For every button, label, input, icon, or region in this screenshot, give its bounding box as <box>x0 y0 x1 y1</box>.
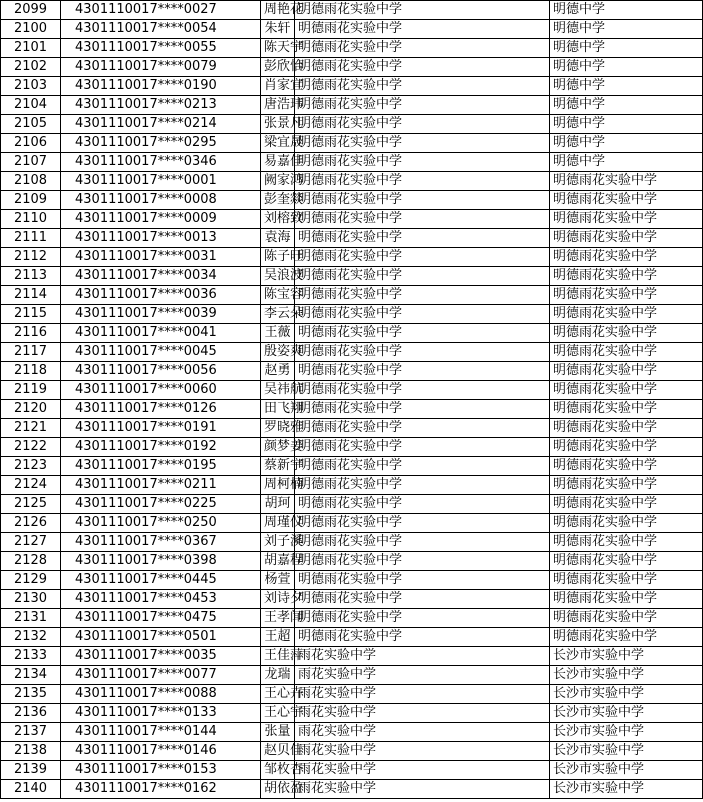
student-name-cell: 邹枚杏 <box>261 761 295 780</box>
student-id-cell: 4301110017****0191 <box>61 419 261 438</box>
row-number-cell: 2125 <box>1 495 61 514</box>
student-name-cell: 王心卉 <box>261 685 295 704</box>
row-number-cell: 2107 <box>1 153 61 172</box>
table-row <box>1 20 703 39</box>
school-cell: 雨花实验中学 <box>295 723 550 742</box>
table-row <box>1 172 703 191</box>
admitted-school-cell: 明德雨花实验中学 <box>550 286 703 305</box>
row-number-cell: 2140 <box>1 780 61 799</box>
student-name-cell: 王佳萍 <box>261 647 295 666</box>
student-id-cell: 4301110017****0146 <box>61 742 261 761</box>
student-id-cell: 4301110017****0190 <box>61 77 261 96</box>
student-id-cell: 4301110017****0475 <box>61 609 261 628</box>
school-cell: 明德雨花实验中学 <box>295 476 550 495</box>
student-name-cell: 赵贝佳 <box>261 742 295 761</box>
row-number-cell: 2121 <box>1 419 61 438</box>
student-id-cell: 4301110017****0034 <box>61 267 261 286</box>
school-cell: 明德雨花实验中学 <box>295 77 550 96</box>
school-cell: 明德雨花实验中学 <box>295 324 550 343</box>
student-id-cell: 4301110017****0077 <box>61 666 261 685</box>
row-number-cell: 2109 <box>1 191 61 210</box>
admitted-school-cell: 明德雨花实验中学 <box>550 590 703 609</box>
student-name-cell: 陈子旺 <box>261 248 295 267</box>
student-id-cell: 4301110017****0001 <box>61 172 261 191</box>
row-number-cell: 2118 <box>1 362 61 381</box>
student-name-cell: 周艳花 <box>261 1 295 20</box>
row-number-cell: 2104 <box>1 96 61 115</box>
admitted-school-cell: 明德雨花实验中学 <box>550 324 703 343</box>
student-id-cell: 4301110017****0153 <box>61 761 261 780</box>
row-number-cell: 2110 <box>1 210 61 229</box>
student-name-cell: 朱轩 <box>261 20 295 39</box>
table-row <box>1 780 703 799</box>
student-name-cell: 张量 <box>261 723 295 742</box>
student-id-cell: 4301110017****0214 <box>61 115 261 134</box>
admitted-school-cell: 明德雨花实验中学 <box>550 628 703 647</box>
student-id-cell: 4301110017****0055 <box>61 39 261 58</box>
table-row <box>1 362 703 381</box>
table-row <box>1 514 703 533</box>
row-number-cell: 2101 <box>1 39 61 58</box>
school-cell: 明德雨花实验中学 <box>295 438 550 457</box>
student-name-cell: 王心宇 <box>261 704 295 723</box>
admitted-school-cell: 明德雨花实验中学 <box>550 362 703 381</box>
table-row <box>1 647 703 666</box>
admitted-school-cell: 明德中学 <box>550 153 703 172</box>
row-number-cell: 2123 <box>1 457 61 476</box>
row-number-cell: 2131 <box>1 609 61 628</box>
student-id-cell: 4301110017****0027 <box>61 1 261 20</box>
admitted-school-cell: 明德雨花实验中学 <box>550 419 703 438</box>
school-cell: 明德雨花实验中学 <box>295 571 550 590</box>
student-id-cell: 4301110017****0035 <box>61 647 261 666</box>
school-cell: 明德雨花实验中学 <box>295 400 550 419</box>
table-row <box>1 552 703 571</box>
student-id-cell: 4301110017****0250 <box>61 514 261 533</box>
student-id-cell: 4301110017****0453 <box>61 590 261 609</box>
row-number-cell: 2112 <box>1 248 61 267</box>
school-cell: 明德雨花实验中学 <box>295 115 550 134</box>
table-row <box>1 324 703 343</box>
table-row <box>1 286 703 305</box>
school-cell: 雨花实验中学 <box>295 742 550 761</box>
school-cell: 明德雨花实验中学 <box>295 210 550 229</box>
student-name-cell: 张景凡 <box>261 115 295 134</box>
admitted-school-cell: 长沙市实验中学 <box>550 685 703 704</box>
table-row <box>1 571 703 590</box>
row-number-cell: 2111 <box>1 229 61 248</box>
admitted-school-cell: 明德雨花实验中学 <box>550 381 703 400</box>
student-id-cell: 4301110017****0295 <box>61 134 261 153</box>
school-cell: 明德雨花实验中学 <box>295 229 550 248</box>
school-cell: 雨花实验中学 <box>295 704 550 723</box>
admitted-school-cell: 明德雨花实验中学 <box>550 438 703 457</box>
table-row <box>1 1 703 20</box>
row-number-cell: 2114 <box>1 286 61 305</box>
school-cell: 明德雨花实验中学 <box>295 343 550 362</box>
row-number-cell: 2132 <box>1 628 61 647</box>
admitted-school-cell: 长沙市实验中学 <box>550 761 703 780</box>
admitted-school-cell: 明德中学 <box>550 39 703 58</box>
student-id-cell: 4301110017****0126 <box>61 400 261 419</box>
row-number-cell: 2113 <box>1 267 61 286</box>
row-number-cell: 2135 <box>1 685 61 704</box>
row-number-cell: 2129 <box>1 571 61 590</box>
student-name-cell: 周瑾仪 <box>261 514 295 533</box>
admitted-school-cell: 明德雨花实验中学 <box>550 305 703 324</box>
student-name-cell: 陈天宇 <box>261 39 295 58</box>
admitted-school-cell: 明德雨花实验中学 <box>550 495 703 514</box>
admitted-school-cell: 明德雨花实验中学 <box>550 514 703 533</box>
student-name-cell: 胡嘉程 <box>261 552 295 571</box>
admitted-school-cell: 明德雨花实验中学 <box>550 400 703 419</box>
admitted-school-cell: 明德雨花实验中学 <box>550 609 703 628</box>
admitted-school-cell: 明德雨花实验中学 <box>550 172 703 191</box>
school-cell: 明德雨花实验中学 <box>295 552 550 571</box>
table-row <box>1 58 703 77</box>
row-number-cell: 2106 <box>1 134 61 153</box>
admitted-school-cell: 明德雨花实验中学 <box>550 248 703 267</box>
student-id-cell: 4301110017****0133 <box>61 704 261 723</box>
school-cell: 明德雨花实验中学 <box>295 305 550 324</box>
row-number-cell: 2116 <box>1 324 61 343</box>
table-row <box>1 723 703 742</box>
table-row <box>1 381 703 400</box>
school-cell: 明德雨花实验中学 <box>295 58 550 77</box>
admitted-school-cell: 明德中学 <box>550 20 703 39</box>
student-name-cell: 陈宝容 <box>261 286 295 305</box>
table-row <box>1 476 703 495</box>
row-number-cell: 2100 <box>1 20 61 39</box>
school-cell: 明德雨花实验中学 <box>295 172 550 191</box>
table-row <box>1 77 703 96</box>
student-id-cell: 4301110017****0144 <box>61 723 261 742</box>
admitted-school-cell: 明德中学 <box>550 58 703 77</box>
table-row <box>1 704 703 723</box>
student-id-cell: 4301110017****0088 <box>61 685 261 704</box>
student-name-cell: 刘榕致 <box>261 210 295 229</box>
school-cell: 明德雨花实验中学 <box>295 419 550 438</box>
table-row <box>1 590 703 609</box>
student-name-cell: 胡依盈 <box>261 780 295 799</box>
student-id-cell: 4301110017****0211 <box>61 476 261 495</box>
school-cell: 明德雨花实验中学 <box>295 457 550 476</box>
school-cell: 雨花实验中学 <box>295 780 550 799</box>
student-id-cell: 4301110017****0367 <box>61 533 261 552</box>
student-id-cell: 4301110017****0009 <box>61 210 261 229</box>
admitted-school-cell: 明德中学 <box>550 96 703 115</box>
row-number-cell: 2117 <box>1 343 61 362</box>
admitted-school-cell: 长沙市实验中学 <box>550 780 703 799</box>
student-name-cell: 殷姿爽 <box>261 343 295 362</box>
student-id-cell: 4301110017****0008 <box>61 191 261 210</box>
admitted-school-cell: 明德雨花实验中学 <box>550 571 703 590</box>
school-cell: 明德雨花实验中学 <box>295 590 550 609</box>
table-row <box>1 134 703 153</box>
table-row <box>1 685 703 704</box>
student-id-cell: 4301110017****0013 <box>61 229 261 248</box>
school-cell: 明德雨花实验中学 <box>295 153 550 172</box>
student-id-cell: 4301110017****0036 <box>61 286 261 305</box>
student-name-cell: 肖家宜 <box>261 77 295 96</box>
student-id-cell: 4301110017****0079 <box>61 58 261 77</box>
admitted-school-cell: 明德雨花实验中学 <box>550 229 703 248</box>
admitted-school-cell: 明德雨花实验中学 <box>550 533 703 552</box>
table-row <box>1 742 703 761</box>
admitted-school-cell: 明德雨花实验中学 <box>550 476 703 495</box>
student-name-cell: 王孝闻 <box>261 609 295 628</box>
table-row <box>1 305 703 324</box>
student-name-cell: 赵勇 <box>261 362 295 381</box>
student-id-cell: 4301110017****0162 <box>61 780 261 799</box>
school-cell: 明德雨花实验中学 <box>295 362 550 381</box>
student-name-cell: 唐浩玮 <box>261 96 295 115</box>
table-row <box>1 229 703 248</box>
admitted-school-cell: 长沙市实验中学 <box>550 666 703 685</box>
student-id-cell: 4301110017****0031 <box>61 248 261 267</box>
row-number-cell: 2137 <box>1 723 61 742</box>
student-id-cell: 4301110017****0039 <box>61 305 261 324</box>
student-name-cell: 龙瑞 <box>261 666 295 685</box>
student-name-cell: 罗晓雅 <box>261 419 295 438</box>
table-row <box>1 666 703 685</box>
student-name-cell: 阙家鸿 <box>261 172 295 191</box>
school-cell: 明德雨花实验中学 <box>295 628 550 647</box>
table-row <box>1 191 703 210</box>
admitted-school-cell: 明德雨花实验中学 <box>550 552 703 571</box>
table-body <box>1 1 703 799</box>
student-name-cell: 杨萱 <box>261 571 295 590</box>
table-row <box>1 400 703 419</box>
student-id-cell: 4301110017****0192 <box>61 438 261 457</box>
student-name-cell: 王超 <box>261 628 295 647</box>
table-row <box>1 96 703 115</box>
student-name-cell: 胡珂 <box>261 495 295 514</box>
student-name-cell: 周柯楠 <box>261 476 295 495</box>
table-row <box>1 438 703 457</box>
student-name-cell: 李云朵 <box>261 305 295 324</box>
table-row <box>1 248 703 267</box>
school-cell: 明德雨花实验中学 <box>295 248 550 267</box>
student-name-cell: 吴祎航 <box>261 381 295 400</box>
school-cell: 明德雨花实验中学 <box>295 495 550 514</box>
table-row <box>1 419 703 438</box>
table-row <box>1 495 703 514</box>
school-cell: 雨花实验中学 <box>295 647 550 666</box>
school-cell: 明德雨花实验中学 <box>295 39 550 58</box>
student-id-cell: 4301110017****0041 <box>61 324 261 343</box>
student-name-cell: 王薇 <box>261 324 295 343</box>
row-number-cell: 2136 <box>1 704 61 723</box>
admitted-school-cell: 明德雨花实验中学 <box>550 343 703 362</box>
admitted-school-cell: 明德雨花实验中学 <box>550 457 703 476</box>
school-cell: 明德雨花实验中学 <box>295 514 550 533</box>
student-name-cell: 田飞翔 <box>261 400 295 419</box>
admitted-school-cell: 明德中学 <box>550 1 703 20</box>
school-cell: 明德雨花实验中学 <box>295 134 550 153</box>
student-name-cell: 吴浪波 <box>261 267 295 286</box>
student-name-cell: 蔡新宇 <box>261 457 295 476</box>
school-cell: 明德雨花实验中学 <box>295 267 550 286</box>
student-name-cell: 刘子溪 <box>261 533 295 552</box>
school-cell: 雨花实验中学 <box>295 685 550 704</box>
school-cell: 明德雨花实验中学 <box>295 191 550 210</box>
row-number-cell: 2108 <box>1 172 61 191</box>
school-cell: 明德雨花实验中学 <box>295 96 550 115</box>
table-row <box>1 343 703 362</box>
table-row <box>1 115 703 134</box>
school-cell: 雨花实验中学 <box>295 666 550 685</box>
admitted-school-cell: 明德雨花实验中学 <box>550 267 703 286</box>
student-id-cell: 4301110017****0445 <box>61 571 261 590</box>
table-row <box>1 609 703 628</box>
row-number-cell: 2105 <box>1 115 61 134</box>
row-number-cell: 2122 <box>1 438 61 457</box>
row-number-cell: 2126 <box>1 514 61 533</box>
admitted-school-cell: 明德中学 <box>550 115 703 134</box>
row-number-cell: 2099 <box>1 1 61 20</box>
student-name-cell: 易嘉佳 <box>261 153 295 172</box>
row-number-cell: 2133 <box>1 647 61 666</box>
student-id-cell: 4301110017****0195 <box>61 457 261 476</box>
table-row <box>1 761 703 780</box>
admitted-school-cell: 长沙市实验中学 <box>550 742 703 761</box>
table-row <box>1 267 703 286</box>
row-number-cell: 2115 <box>1 305 61 324</box>
row-number-cell: 2127 <box>1 533 61 552</box>
table-row <box>1 628 703 647</box>
school-cell: 明德雨花实验中学 <box>295 1 550 20</box>
student-id-cell: 4301110017****0398 <box>61 552 261 571</box>
row-number-cell: 2103 <box>1 77 61 96</box>
school-cell: 明德雨花实验中学 <box>295 609 550 628</box>
student-id-cell: 4301110017****0060 <box>61 381 261 400</box>
student-id-cell: 4301110017****0045 <box>61 343 261 362</box>
student-name-cell: 颜梦姜 <box>261 438 295 457</box>
student-id-cell: 4301110017****0054 <box>61 20 261 39</box>
school-cell: 雨花实验中学 <box>295 761 550 780</box>
school-cell: 明德雨花实验中学 <box>295 533 550 552</box>
admitted-school-cell: 明德中学 <box>550 134 703 153</box>
table-row <box>1 533 703 552</box>
row-number-cell: 2134 <box>1 666 61 685</box>
row-number-cell: 2119 <box>1 381 61 400</box>
row-number-cell: 2139 <box>1 761 61 780</box>
student-name-cell: 彭欣怡 <box>261 58 295 77</box>
student-id-cell: 4301110017****0501 <box>61 628 261 647</box>
school-cell: 明德雨花实验中学 <box>295 20 550 39</box>
student-id-cell: 4301110017****0346 <box>61 153 261 172</box>
student-name-cell: 刘诗夕 <box>261 590 295 609</box>
school-cell: 明德雨花实验中学 <box>295 286 550 305</box>
admitted-school-cell: 长沙市实验中学 <box>550 704 703 723</box>
row-number-cell: 2120 <box>1 400 61 419</box>
table-row <box>1 210 703 229</box>
admitted-school-cell: 明德雨花实验中学 <box>550 191 703 210</box>
student-id-cell: 4301110017****0225 <box>61 495 261 514</box>
student-id-cell: 4301110017****0056 <box>61 362 261 381</box>
table-row <box>1 457 703 476</box>
table-row <box>1 39 703 58</box>
student-name-cell: 袁海 <box>261 229 295 248</box>
student-name-cell: 彭奎燚 <box>261 191 295 210</box>
row-number-cell: 2102 <box>1 58 61 77</box>
admitted-school-cell: 明德中学 <box>550 77 703 96</box>
school-cell: 明德雨花实验中学 <box>295 381 550 400</box>
admitted-school-cell: 长沙市实验中学 <box>550 647 703 666</box>
row-number-cell: 2128 <box>1 552 61 571</box>
admitted-school-cell: 明德雨花实验中学 <box>550 210 703 229</box>
row-number-cell: 2138 <box>1 742 61 761</box>
row-number-cell: 2130 <box>1 590 61 609</box>
row-number-cell: 2124 <box>1 476 61 495</box>
admitted-school-cell: 长沙市实验中学 <box>550 723 703 742</box>
student-id-cell: 4301110017****0213 <box>61 96 261 115</box>
table-row <box>1 153 703 172</box>
student-name-cell: 梁宜晟 <box>261 134 295 153</box>
